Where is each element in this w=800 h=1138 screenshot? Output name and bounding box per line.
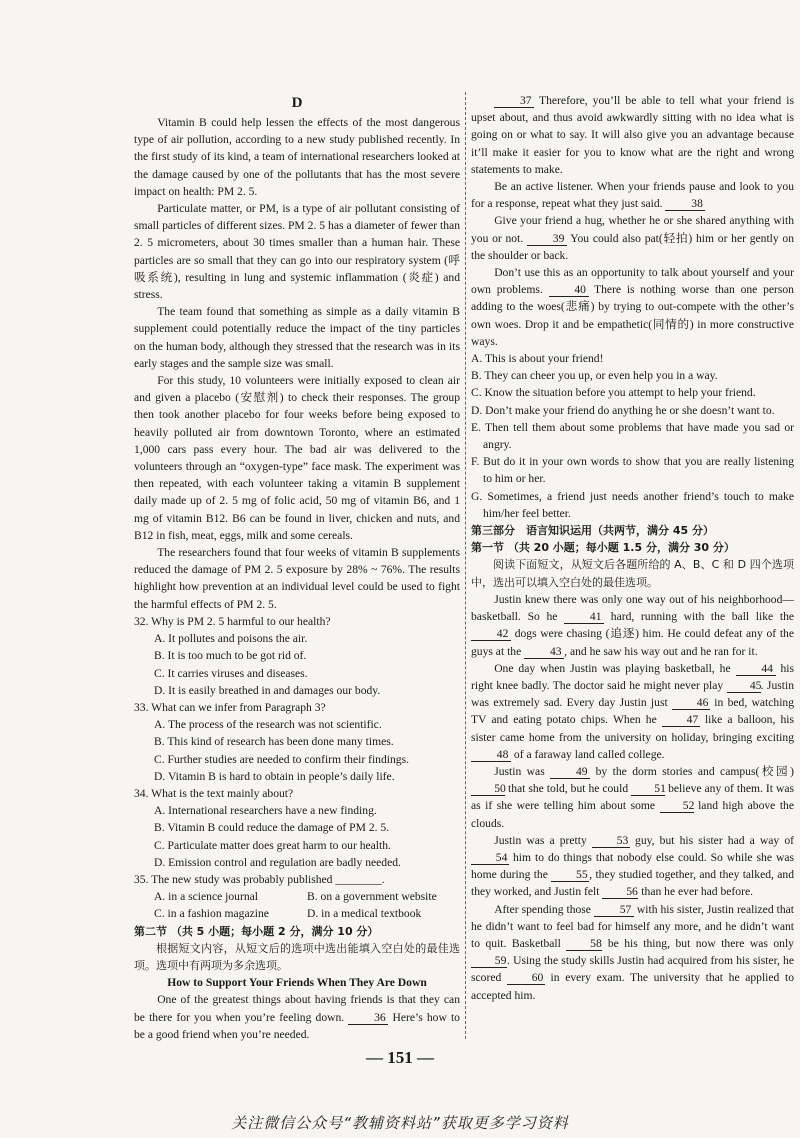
cloze-paragraph-5: After spending those 57 with his sister, Justin realized that he didn’t want to feel bad for himself any more, and he didn’t want to quit. Basketball 58 be his thing, but now there was only 59. Using the study skills Justin had acquired from his sister, he scored 60 in every exam. The university that he applied to accepted him. xyxy=(471,902,794,1002)
option-d: D. Emission control and regulation are badly needed. xyxy=(154,855,401,869)
column-divider xyxy=(465,92,466,1039)
option-a: A. in a science journal xyxy=(154,890,258,904)
cloze-paragraph-3: Justin was 49 by the dorm stories and campus(校园) 50 that she told, but he could 51 believe any of them. It was as if she were telling him about some 52 land high above the clouds. xyxy=(471,764,795,830)
option-a: A. International researchers have a new finding. xyxy=(154,804,377,818)
section-2-option-g: G. Sometimes, a friend just needs another friend’s touch to make him/her feel better. xyxy=(471,489,794,520)
passage-paragraph-3: The team found that something as simple as a daily vitamin B supplement could potentially reduce the impact of the tiny particles on the human body, although they stressed that the research was in its early stages and the sample size was small. xyxy=(134,305,460,370)
option-b: B. This kind of research has been done many times. xyxy=(154,735,394,749)
blank-47[interactable]: 47 xyxy=(662,713,700,727)
option-c: C. It carries viruses and diseases. xyxy=(154,666,308,680)
option-d: D. It is easily breathed in and damages our body. xyxy=(154,683,381,697)
blank-49[interactable]: 49 xyxy=(550,765,590,779)
option-a: A. The process of the research was not scientific. xyxy=(154,718,382,732)
part-3-heading: 第三部分 语言知识运用（共两节，满分 45 分） xyxy=(471,524,714,538)
passage-paragraph-1: Vitamin B could help lessen the effects of the most dangerous type of air pollution, according to a new study published recently. In the first study of its kind, a team of international researchers looked at the damage caused by one of the pollutants that has the most severe impact on health: PM 2. 5. xyxy=(134,116,460,198)
section-2-option-b: B. They can cheer you up, or even help you in a way. xyxy=(471,369,718,383)
blank-36[interactable]: 36 xyxy=(348,1011,388,1025)
article-paragraph-2: 37 Therefore, you’ll be able to tell what your friend is upset about, and thus avoid awkwardly sitting with no idea what is going on or what to say. It will also give you an advantage because it’ll make it easier for you to know what are the right and wrong statements to make. xyxy=(471,94,794,176)
blank-45[interactable]: 45 xyxy=(727,679,761,693)
blank-53[interactable]: 53 xyxy=(592,834,630,848)
passage-paragraph-5: The researchers found that four weeks of vitamin B supplements reduced the damage of PM 2. 5 exposure by 28% ~ 76%. The results highlight how prevention at an individual level could be used to fight the harmful effects of PM 2. 5. xyxy=(134,546,460,611)
passage-paragraph-2: Particulate matter, or PM, is a type of air pollutant consisting of small particles of different sizes. PM 2. 5 has a diameter of fewer than 2. 5 micrometers, about 30 times smaller than a human hair. These particles are so small that they can go into our respiratory system (呼吸系统), resulting in lung and systemic inflammation (炎症) and stress. xyxy=(134,202,460,302)
blank-55[interactable]: 55 xyxy=(551,868,589,882)
blank-46[interactable]: 46 xyxy=(672,696,710,710)
blank-39[interactable]: 39 xyxy=(527,232,567,246)
question-35 xyxy=(134,871,460,923)
article-paragraph-5: Don’t use this as an opportunity to talk about yourself and your own problems. 40 There is nothing worse than one person adding to the woes(悲痛) by trying to out-compete with the other’s own woes. Drop it and be empathetic(同情的) in more constructive ways. xyxy=(471,266,794,348)
blank-60[interactable]: 60 xyxy=(507,971,545,985)
part-3-instructions: 阅读下面短文，从短文后各题所给的 A、B、C 和 D 四个选项中，选出可以填入空白处的最佳选项。 xyxy=(471,558,794,589)
article-title: How to Support Your Friends When They Are Down xyxy=(167,976,427,990)
article-paragraph-4: Give your friend a hug, whether he or she shared anything with you or not. 39 You could also pat(轻拍) him or her gently on the shoulder or back. xyxy=(471,214,795,262)
section-2-option-c: C. Know the situation before you attempt to help your friend. xyxy=(471,386,756,400)
article-paragraph-1: One of the greatest things about having friends is that they can be there for you when you’re feeling down. 36 Here’s how to be a good friend when you’re needed. xyxy=(134,993,460,1041)
question-34 xyxy=(134,785,460,871)
blank-38[interactable]: 38 xyxy=(665,197,705,211)
cloze-paragraph-4: Justin was a pretty 53 guy, but his sister had a way of 54 him to do things that nobody else could. So while she was home during the 55 , they studied together, and they talked, and they worked, and Justin felt 56 than he ever had before. xyxy=(471,833,794,899)
section-d-title: D xyxy=(291,95,303,111)
section-2-option-a: A. This is about your friend! xyxy=(471,352,604,366)
left-column xyxy=(134,92,460,1043)
option-a: A. It pollutes and poisons the air. xyxy=(154,632,308,646)
blank-43[interactable]: 43 xyxy=(524,645,564,659)
article-paragraph-3: Be an active listener. When your friends pause and look to you for a response, repeat what they just said. 38 xyxy=(471,180,794,211)
blank-54[interactable]: 54 xyxy=(471,851,509,865)
blank-50[interactable]: 50 xyxy=(471,782,505,796)
blank-41[interactable]: 41 xyxy=(564,610,604,624)
option-d: D. Vitamin B is hard to obtain in people’s daily life. xyxy=(154,769,395,783)
blank-59[interactable]: 59 xyxy=(471,954,507,968)
section-2-heading: 第二节 （共 5 小题；每小题 2 分，满分 10 分） xyxy=(134,924,379,938)
cloze-paragraph-1: Justin knew there was only one way out of his neighborhood—basketball. So he 41 hard, running with the ball like the 42 dogs were chasing (追逐) him. He could defeat any of the guys at the 43 , and he saw his way out and he ran for it. xyxy=(471,592,795,658)
option-c: C. Further studies are needed to confirm their findings. xyxy=(154,752,410,766)
option-b: B. on a government website xyxy=(307,890,437,904)
section-2-instructions: 根据短文内容，从短文后的选项中选出能填入空白处的最佳选项。选项中有两项为多余选项。 xyxy=(134,941,460,972)
option-c: C. Particulate matter does great harm to our health. xyxy=(154,838,391,852)
question-32 xyxy=(134,613,460,699)
blank-42[interactable]: 42 xyxy=(471,627,511,641)
right-column xyxy=(471,92,794,1004)
blank-56[interactable]: 56 xyxy=(602,885,638,899)
blank-48[interactable]: 48 xyxy=(471,748,511,762)
section-2-option-d: D. Don’t make your friend do anything he or she doesn’t want to. xyxy=(471,403,775,417)
option-c: C. in a fashion magazine xyxy=(154,907,269,921)
section-2-option-f: F. But do it in your own words to show that you are really listening to him or her. xyxy=(471,455,794,486)
blank-57[interactable]: 57 xyxy=(594,903,634,917)
passage-paragraph-4: For this study, 10 volunteers were initially exposed to clean air and given a placebo (安慰剂) to check their responses. The group then took another placebo for four weeks before being exposed to heavily polluted air from downtown Toronto, where an estimated 1,000 cars pass every hour. The bad air was delivered to the volunteers through an “oxygen-type” face mask. The experiment was then repeated, with each volunteer taking a vitamin B supplement daily made up of 2. 5 mg of folic acid, 50 mg of vitamin B6, and 1 mg of vitamin B12. B6 can be found in liver, chicken and nuts, and B12 in fish, meat, eggs, milk and some cereals. xyxy=(134,374,460,542)
question-stem: 32. Why is PM 2. 5 harmful to our health? xyxy=(134,614,331,628)
question-stem: 34. What is the text mainly about? xyxy=(134,786,294,800)
question-33 xyxy=(134,699,460,785)
option-b: B. It is too much to be got rid of. xyxy=(154,649,307,663)
blank-44[interactable]: 44 xyxy=(736,662,776,676)
option-d: D. in a medical textbook xyxy=(307,907,422,921)
question-stem: 35. The new study was probably published ________. xyxy=(134,872,385,886)
blank-51[interactable]: 51 xyxy=(631,782,665,796)
option-b: B. Vitamin B could reduce the damage of PM 2. 5. xyxy=(154,821,390,835)
footer-note: 关注微信公众号“教辅资料站”获取更多学习资料 xyxy=(231,1114,569,1132)
blank-37[interactable]: 37 xyxy=(494,94,534,108)
question-stem: 33. What can we infer from Paragraph 3? xyxy=(134,700,326,714)
blank-52[interactable]: 52 xyxy=(660,799,694,813)
section-2-option-e: E. Then tell them about some problems that have made you sad or angry. xyxy=(471,420,794,452)
cloze-paragraph-2: One day when Justin was playing basketball, he 44 his right knee badly. The doctor said he might never play 45. Justin was extremely sad. Every day Justin just 46 in bed, watching TV and eating potato chips. When he 47 like a balloon, his sister came home from the university on holiday, bringing exciting 48 of a faraway land called college. xyxy=(471,661,795,761)
blank-40[interactable]: 40 xyxy=(549,283,589,297)
page-number: — 151 — xyxy=(366,1048,434,1067)
part-3-subheading: 第一节 （共 20 小题；每小题 1.5 分，满分 30 分） xyxy=(471,541,735,555)
blank-58[interactable]: 58 xyxy=(566,937,602,951)
